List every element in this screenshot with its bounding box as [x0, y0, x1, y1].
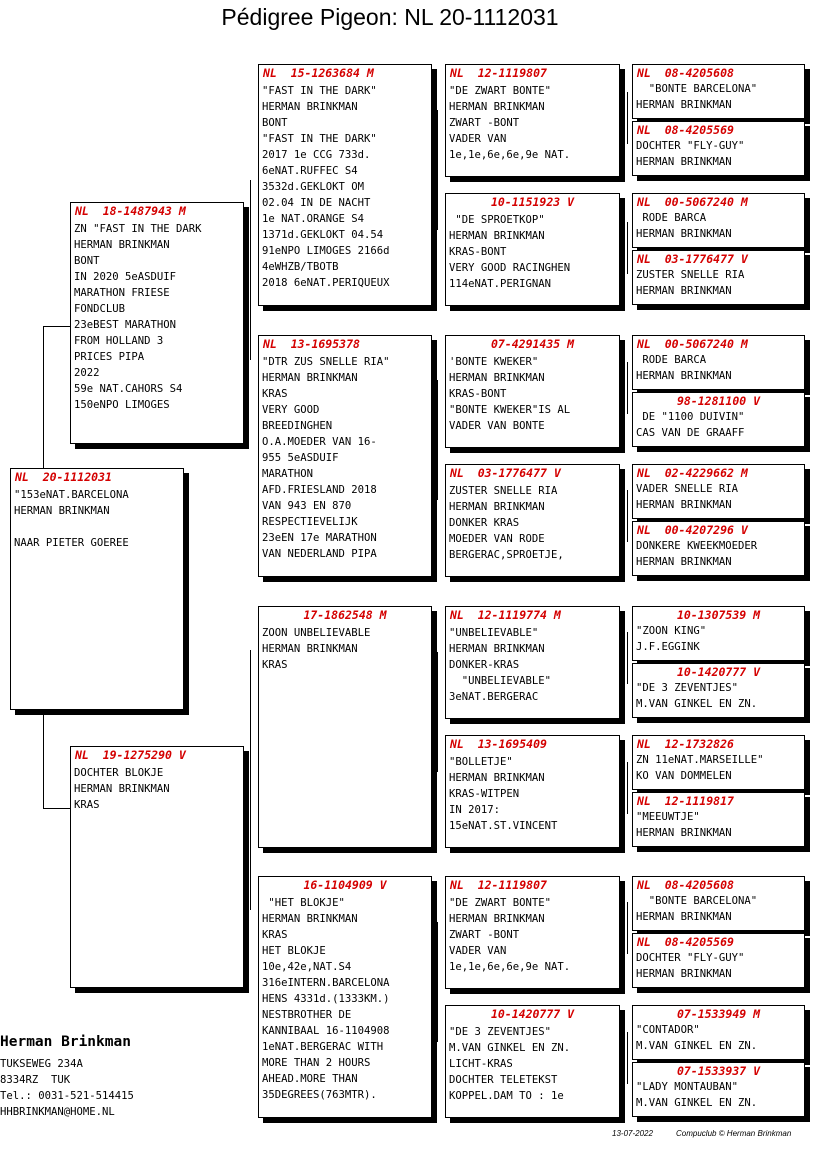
pigeon-card-g5[interactable] [632, 335, 805, 390]
connector-line [43, 326, 44, 468]
ring-number: NL 19-1275290 V [75, 748, 186, 762]
pigeon-card-dd[interactable] [258, 876, 432, 1118]
ring-number: 17-1862548 M [303, 608, 387, 622]
ring-number: 10-1307539 M [676, 608, 761, 622]
pigeon-info: "DE SPROETKOP" HERMAN BRINKMAN KRAS-BONT VERY GOOD RACINGHEN 114eNAT.PERIGNAN [449, 214, 571, 290]
pigeon-card-sds[interactable] [445, 335, 620, 448]
pigeon-info: RODE BARCA HERMAN BRINKMAN [636, 212, 732, 240]
pigeon-info: "DTR ZUS SNELLE RIA" HERMAN BRINKMAN KRAS VERY GOOD BREEDINGHEN O.A.MOEDER VAN 16- 955 5eASDUIF MARATHON AFD.FRIESLAND 2018 VAN 943 EN 870 RESPECTIEVELIJK 23eEN 17e MARATHON VAN NEDERLAND PIPA [262, 356, 390, 560]
owner-name: Herman Brinkman [0, 1034, 131, 1050]
connector-line [627, 1032, 628, 1084]
pigeon-card-g12[interactable] [632, 792, 805, 847]
ring-number: 10-1151923 V [490, 195, 575, 209]
footer-credit: Compuclub © Herman Brinkman [676, 1129, 792, 1138]
pigeon-info: ZUSTER SNELLE RIA HERMAN BRINKMAN [636, 269, 745, 297]
ring-number: NL 12-1732826 [637, 737, 734, 751]
pigeon-info: "FAST IN THE DARK" HERMAN BRINKMAN BONT "FAST IN THE DARK" 2017 1e CCG 733d. 6eNAT.RUFFEC S4 3532d.GEKLOKT OM 02.04 IN DE NACHT 1e NAT.ORANGE S4 1371d.GEKLOKT 04.54 91eNPO LIMOGES 2166d 4eWHZB/TBOTB 2018 6eNAT.PERIQUEUX [262, 85, 390, 289]
pigeon-card-ssd[interactable] [445, 193, 620, 306]
ring-number: NL 08-4205569 [637, 123, 734, 137]
ring-number: NL 20-1112031 [15, 470, 112, 484]
pigeon-card-dsd[interactable] [445, 735, 620, 848]
pigeon-card-dam[interactable] [70, 746, 244, 988]
ring-number: NL 03-1776477 V [637, 252, 748, 266]
pigeon-info: "CONTADOR" M.VAN GINKEL EN ZN. [636, 1024, 758, 1052]
ring-number: NL 02-4229662 M [637, 466, 748, 480]
pigeon-card-g15[interactable] [632, 1005, 805, 1060]
ring-number: 10-1420777 V [676, 665, 761, 679]
pigeon-info: VADER SNELLE RIA HERMAN BRINKMAN [636, 483, 739, 511]
pigeon-card-sd[interactable] [258, 335, 432, 577]
pigeon-card-g9[interactable] [632, 606, 805, 661]
pigeon-card-ds[interactable] [258, 606, 432, 848]
pigeon-info: "BONTE BARCELONA" HERMAN BRINKMAN [636, 895, 758, 923]
connector-line [627, 632, 628, 684]
pigeon-info: "DE ZWART BONTE" HERMAN BRINKMAN ZWART -BONT VADER VAN 1e,1e,6e,6e,9e NAT. [449, 85, 571, 161]
pigeon-info: "BONTE BARCELONA" HERMAN BRINKMAN [636, 83, 758, 111]
pigeon-card-dds[interactable] [445, 876, 620, 989]
pigeon-info: "DE 3 ZEVENTJES" M.VAN GINKEL EN ZN. [636, 682, 758, 710]
ring-number: 10-1420777 V [490, 1007, 575, 1021]
pigeon-info: "LADY MONTAUBAN" M.VAN GINKEL EN ZN. [636, 1081, 758, 1109]
ring-number: 07-1533949 M [676, 1007, 761, 1021]
pigeon-info: ZUSTER SNELLE RIA HERMAN BRINKMAN DONKER KRAS MOEDER VAN RODE BERGERAC,SPROETJE, [449, 485, 564, 561]
pigeon-info: ZOON UNBELIEVABLE HERMAN BRINKMAN KRAS [262, 627, 371, 671]
connector-line [437, 652, 438, 772]
pigeon-info: "UNBELIEVABLE" HERMAN BRINKMAN DONKER-KRAS "UNBELIEVABLE" 3eNAT.BERGERAC [449, 627, 552, 703]
pigeon-card-g11[interactable] [632, 735, 805, 790]
pigeon-info: DONKERE KWEEKMOEDER HERMAN BRINKMAN [636, 540, 758, 568]
pigeon-info: "ZOON KING" J.F.EGGINK [636, 625, 707, 653]
pigeon-info: "BOLLETJE" HERMAN BRINKMAN KRAS-WITPEN IN 2017: 15eNAT.ST.VINCENT [449, 756, 558, 832]
ring-number: NL 00-5067240 M [637, 337, 748, 351]
ring-number: NL 12-1119807 [450, 66, 547, 80]
connector-line [250, 650, 251, 910]
pigeon-info: DOCHTER "FLY-GUY" HERMAN BRINKMAN [636, 140, 745, 168]
pigeon-card-ss[interactable] [258, 64, 432, 306]
pigeon-card-g3[interactable] [632, 193, 805, 248]
connector-line [43, 712, 44, 808]
pigeon-card-ddd[interactable] [445, 1005, 620, 1118]
connector-line [250, 180, 251, 360]
pigeon-info: 'BONTE KWEKER" HERMAN BRINKMAN KRAS-BONT "BONTE KWEKER"IS AL VADER VAN BONTE [449, 356, 571, 432]
ring-number: NL 03-1776477 V [450, 466, 561, 480]
pigeon-card-g10[interactable] [632, 663, 805, 718]
pigeon-info: "MEEUWTJE" HERMAN BRINKMAN [636, 811, 732, 839]
page-title: Pédigree Pigeon: NL 20-1112031 [221, 4, 559, 30]
pigeon-card-g16[interactable] [632, 1062, 805, 1117]
ring-number: NL 08-4205608 [637, 878, 734, 892]
pigeon-card-sdd[interactable] [445, 464, 620, 577]
ring-number: NL 12-1119817 [637, 794, 734, 808]
connector-line [627, 222, 628, 274]
ring-number: NL 13-1695378 [263, 337, 360, 351]
ring-number: NL 13-1695409 [450, 737, 547, 751]
ring-number: 98-1281100 V [676, 394, 761, 408]
ring-number: NL 12-1119774 M [450, 608, 561, 622]
pigeon-info: "HET BLOKJE" HERMAN BRINKMAN KRAS HET BLOKJE 10e,42e,NAT.S4 316eINTERN.BARCELONA HENS 4331d.(1333KM.) NESTBROTHER DE KANNIBAAL 16-1104908 1eNAT.BERGERAC WITH MORE THAN 2 HOURS AHEAD.MORE THAN 35DEGREES(763MTR). [262, 897, 390, 1101]
connector-line [627, 92, 628, 144]
pigeon-info: "153eNAT.BARCELONA HERMAN BRINKMAN NAAR PIETER GOEREE [14, 489, 129, 549]
pigeon-info: "DE 3 ZEVENTJES" M.VAN GINKEL EN ZN. LICHT-KRAS DOCHTER TELETEKST KOPPEL.DAM TO : 1e [449, 1026, 571, 1102]
pigeon-card-g14[interactable] [632, 933, 805, 988]
connector-line [627, 762, 628, 814]
owner-email: HHBRINKMAN@HOME.NL [0, 1106, 115, 1118]
ring-number: NL 12-1119807 [450, 878, 547, 892]
ring-number: 07-4291435 M [490, 337, 575, 351]
pigeon-card-g8[interactable] [632, 521, 805, 576]
ring-number: NL 00-5067240 M [637, 195, 748, 209]
owner-info [0, 1034, 134, 1120]
pigeon-info: DOCHTER BLOKJE HERMAN BRINKMAN KRAS [74, 767, 170, 811]
pigeon-info: RODE BARCA HERMAN BRINKMAN [636, 354, 732, 382]
pigeon-info: DOCHTER "FLY-GUY" HERMAN BRINKMAN [636, 952, 745, 980]
ring-number: 07-1533937 V [676, 1064, 761, 1078]
pigeon-card-g7[interactable] [632, 464, 805, 519]
connector-line [437, 380, 438, 500]
pigeon-info: ZN "FAST IN THE DARK HERMAN BRINKMAN BONT IN 2020 5eASDUIF MARATHON FRIESE FONDCLUB 23eBEST MARATHON FROM HOLLAND 3 PRICES PIPA 2022 59e NAT.CAHORS S4 150eNPO LIMOGES [74, 223, 202, 411]
pigeon-card-g2[interactable] [632, 121, 805, 176]
ring-number: NL 15-1263684 M [263, 66, 374, 80]
pigeon-card-g6[interactable] [632, 392, 805, 447]
pigeon-card-sire[interactable] [70, 202, 244, 444]
owner-city: 8334RZ TUK [0, 1074, 71, 1086]
owner-street: TUKSEWEG 234A [0, 1058, 83, 1070]
ring-number: NL 08-4205569 [637, 935, 734, 949]
pigeon-card-dss[interactable] [445, 606, 620, 719]
ring-number: NL 08-4205608 [637, 66, 734, 80]
footer-date: 13-07-2022 [612, 1129, 653, 1138]
pigeon-card-g13[interactable] [632, 876, 805, 931]
pigeon-card-g1[interactable] [632, 64, 805, 119]
ring-number: NL 00-4207296 V [637, 523, 748, 537]
pigeon-info: "DE ZWART BONTE" HERMAN BRINKMAN ZWART -BONT VADER VAN 1e,1e,6e,6e,9e NAT. [449, 897, 571, 973]
pigeon-info: ZN 11eNAT.MARSEILLE" KO VAN DOMMELEN [636, 754, 764, 782]
connector-line [43, 808, 71, 809]
ring-number: NL 18-1487943 M [75, 204, 186, 218]
pigeon-card-g4[interactable] [632, 250, 805, 305]
pigeon-info: DE "1100 DUIVIN" CAS VAN DE GRAAFF [636, 411, 745, 439]
connector-line [43, 326, 71, 327]
connector-line [437, 110, 438, 230]
connector-line [437, 922, 438, 1042]
pigeon-card-sss[interactable] [445, 64, 620, 177]
ring-number: 16-1104909 V [303, 878, 387, 892]
connector-line [627, 362, 628, 414]
connector-line [627, 902, 628, 954]
pigeon-card-main[interactable] [10, 468, 184, 710]
connector-line [627, 490, 628, 542]
owner-phone: Tel.: 0031-521-514415 [0, 1090, 134, 1102]
